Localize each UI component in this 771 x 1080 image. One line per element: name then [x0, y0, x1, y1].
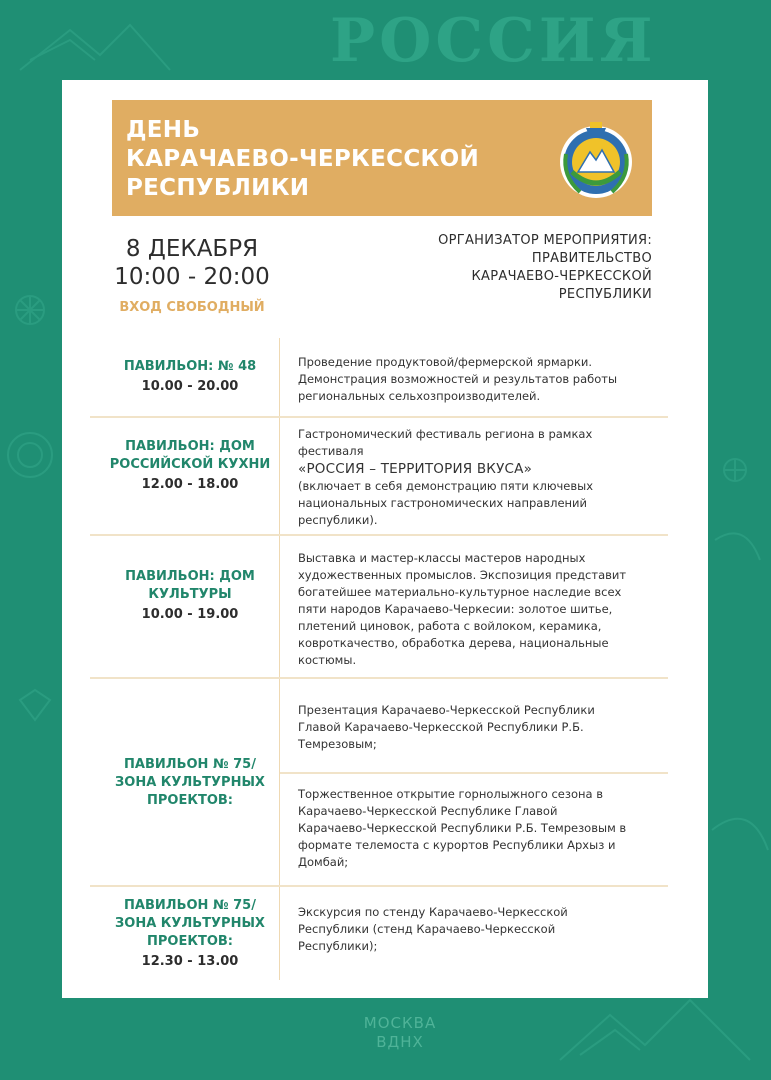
pavilion-russian-cuisine — [102, 438, 278, 494]
title-banner — [112, 100, 652, 216]
pavilion-time: 12.00 - 18.00 — [141, 477, 239, 492]
festival-intro: Гастрономический фестиваль региона в рамках фестиваля — [298, 427, 593, 458]
pavilion-time: 10.00 - 20.00 — [141, 379, 239, 394]
republic-emblem-icon — [550, 114, 642, 204]
pavilion-name: ПАВИЛЬОН: ДОМ КУЛЬТУРЫ — [125, 569, 255, 602]
entry-info: ВХОД СВОБОДНЫЙ — [119, 300, 265, 315]
row-divider — [90, 677, 668, 679]
pavilion-75-cultural-zone — [102, 756, 278, 810]
pavilion-russian-cuisine-description — [298, 426, 628, 529]
pavilion-48 — [102, 358, 278, 396]
excursion-description: Экскурсия по стенду Карачаево-Черкесской Республики (стенд Карачаево-Черкесской Республики); — [298, 905, 568, 953]
event-organizer: ОРГАНИЗАТОР МЕРОПРИЯТИЯ: ПРАВИТЕЛЬСТВО КАРАЧАЕВО-ЧЕРКЕССКОЙ РЕСПУБЛИКИ — [438, 233, 652, 302]
pavilion-75-excursion — [102, 897, 278, 971]
event-date: 8 ДЕКАБРЯ — [125, 236, 259, 262]
row-divider — [280, 772, 668, 774]
pavilion-house-of-culture — [102, 568, 278, 624]
row-divider — [90, 416, 668, 418]
pavilion-time: 10.00 - 19.00 — [141, 607, 239, 622]
footer-city: МОСКВА — [363, 1014, 437, 1032]
pavilion-name: ПАВИЛЬОН: № 48 — [123, 359, 257, 374]
event-time: 10:00 - 20:00 — [114, 264, 270, 290]
festival-name: «РОССИЯ – ТЕРРИТОРИЯ ВКУСА» — [298, 461, 533, 477]
background-brand-russia: РОССИЯ — [330, 6, 657, 76]
pavilion-time: 12.30 - 13.00 — [141, 954, 239, 969]
pavilion-name: ПАВИЛЬОН № 75/ ЗОНА КУЛЬТУРНЫХ ПРОЕКТОВ: — [115, 898, 265, 949]
pavilion-name: ПАВИЛЬОН № 75/ ЗОНА КУЛЬТУРНЫХ ПРОЕКТОВ: — [115, 757, 265, 808]
row-divider — [90, 885, 668, 887]
pavilion-house-of-culture-description: Выставка и мастер-классы мастеров народных художественных промыслов. Экспозиция представит богатейшее материально-культурное наследие всех пяти народов Карачаево-Черкесии: золотое шитье, плетений циновок, работа с войлоком, керамика, ковроткачество, обработка дерева, национальные костюмы. — [298, 551, 627, 667]
pavilion-48-description: Проведение продуктовой/фермерской ярмарки. Демонстрация возможностей и результатов работы региональных сельхозпроизводителей. — [298, 355, 618, 403]
banner-title: ДЕНЬ КАРАЧАЕВО-ЧЕРКЕССКОЙ РЕСПУБЛИКИ — [126, 117, 480, 201]
presentation-item: Презентация Карачаево-Черкесской Республики Главой Карачаево-Черкесской Республики Р.Б. Темрезовым; — [298, 703, 595, 751]
footer-venue: ВДНХ — [376, 1033, 424, 1051]
row-divider — [90, 534, 668, 536]
column-divider — [279, 338, 280, 980]
ski-season-opening-item: Торжественное открытие горнолыжного сезона в Карачаево-Черкесской Республике Главой Карачаево-Черкесской Республики Р.Б. Темрезовым в формате телемоста с курортов Республики Архыз и Домбай; — [298, 787, 627, 869]
footer-brand — [300, 1014, 500, 1052]
schedule-card — [62, 80, 708, 998]
festival-details: (включает в себя демонстрацию пяти ключевых национальных гастрономических направлений республики). — [298, 479, 594, 527]
pavilion-name: ПАВИЛЬОН: ДОМ РОССИЙСКОЙ КУХНИ — [109, 439, 271, 472]
